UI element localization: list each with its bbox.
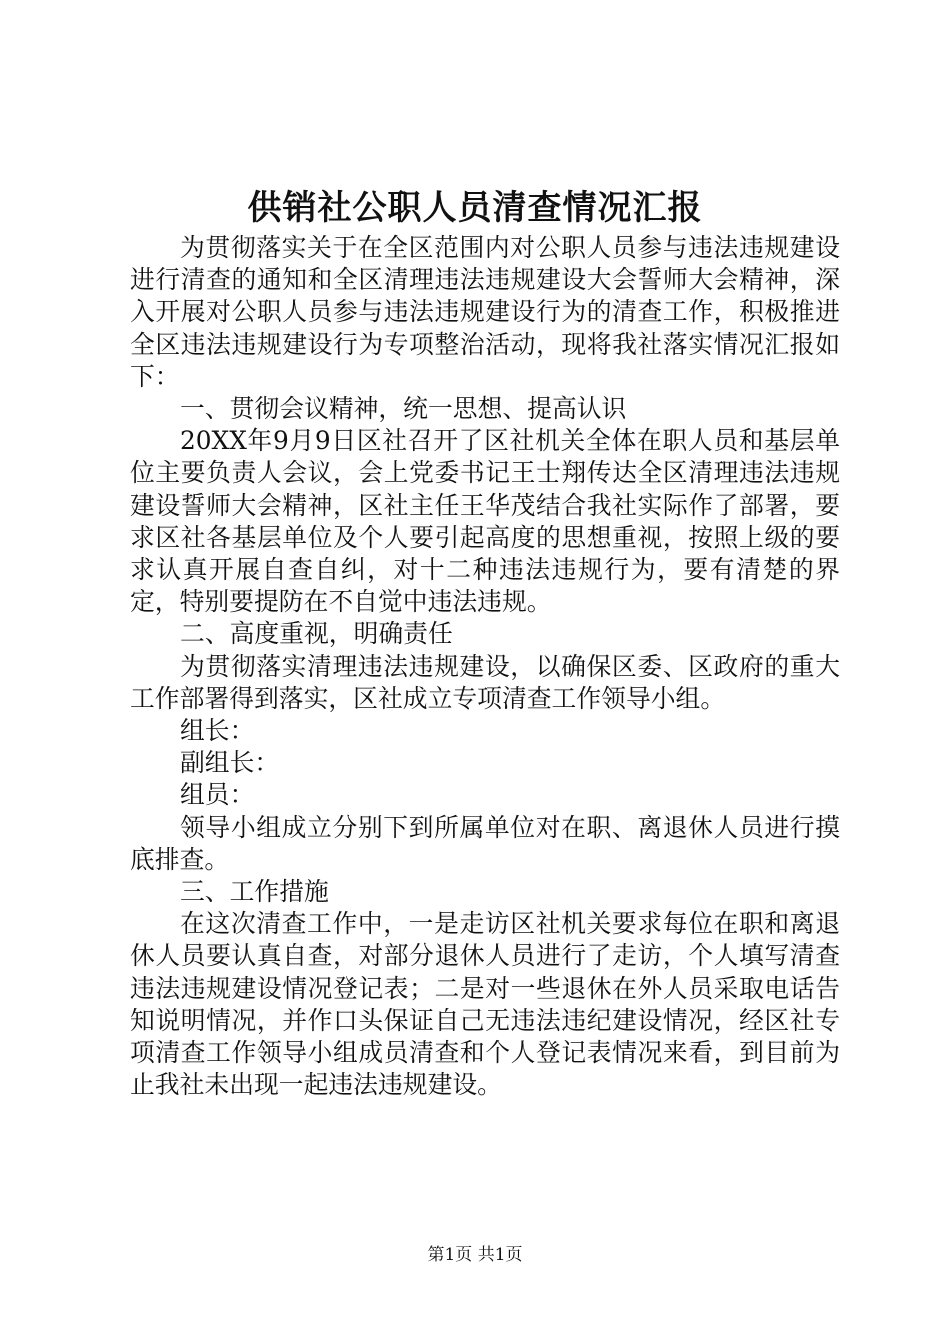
document-title: 供销社公职人员清查情况汇报 [247, 188, 703, 228]
section-heading-2: 二、高度重视，明确责任 [180, 619, 453, 649]
section-3-paragraph: 在这次清查工作中，一是走访区社机关要求每位在职和离退休人员要认真自查，对部分退休人员进行了走访，个人填写清查违法违规建设情况登记表；二是对一些退休在外人员采取电话告知说明情况，并作口头保证自己无违法违纪建设情况，经区社专项清查工作领导小组成员清查和个人登记表情况来看，到目前为止我社未出现一起违法违规建设。 [130, 909, 840, 1100]
deputy-leader-line: 副组长： [180, 748, 280, 778]
document-body [130, 232, 840, 1101]
members-line: 组员： [180, 780, 255, 810]
investigation-paragraph: 领导小组成立分别下到所属单位对在职、离退休人员进行摸底排查。 [130, 812, 840, 874]
section-heading-3: 三、工作措施 [180, 877, 329, 907]
page-footer: 第1页 共1页 [427, 1245, 523, 1265]
group-leader-line: 组长： [180, 716, 255, 746]
section-heading-1: 一、贯彻会议精神，统一思想、提高认识 [180, 394, 627, 424]
section-1-paragraph: 20XX年9月9日区社召开了区社机关全体在职人员和基层单位主要负责人会议，会上党委书记王士翔传达全区清理违法违规建设誓师大会精神，区社主任王华茂结合我社实际作了部署，要求区社各基层单位及个人要引起高度的思想重视，按照上级的要求认真开展自查自纠，对十二种违法违规行为，要有清楚的界定，特别要提防在不自觉中违法违规。 [130, 426, 840, 617]
section-2-paragraph: 为贯彻落实清理违法违规建设，以确保区委、区政府的重大工作部署得到落实，区社成立专项清查工作领导小组。 [130, 651, 840, 713]
intro-paragraph: 为贯彻落实关于在全区范围内对公职人员参与违法违规建设进行清查的通知和全区清理违法违规建设大会誓师大会精神，深入开展对公职人员参与违法违规建设行为的清查工作，积极推进全区违法违规建设行为专项整治活动，现将我社落实情况汇报如下： [130, 233, 840, 391]
